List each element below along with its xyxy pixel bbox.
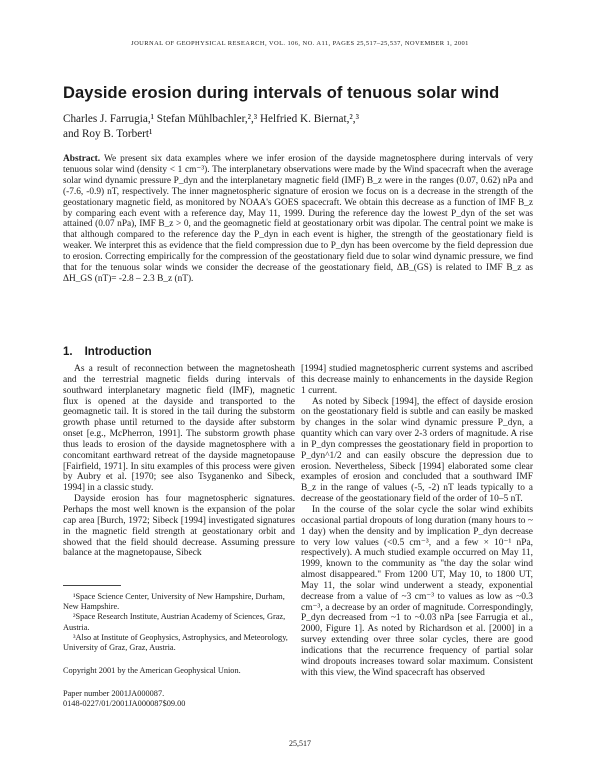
abstract-text: We present six data examples where we infer erosion of the dayside magnetosphere during intervals of very tenuous solar wind (density < 1 cm⁻³). The interplanetary observations were made by the Wind spacecraft when the average solar wind dynamic pressure P_dyn and the interplanetary magnetic field (IMF) B_z were in the ranges (0.07, 0.62) nPa and (-7.6, -0.9) nT, respectively. The inner magnetospheric signature of erosion we focus on is a decrease in the strength of the geostationary magnetic field, as monitored by NOAA's GOES spacecraft. We obtain this decrease as a function of IMF B_z by comparing each event with a reference day, May 11, 1999. During the reference day the lowest P_dyn of the set was attained (0.07 nPa), IMF B_z > 0, and the geomagnetic field at geostationary orbit was dipolar. The central point we make is that although compared to the reference day the P_dyn in each event is higher, the strength of the geostationary field is weaker. We interpret this as evidence that the field compression due to P_dyn has been overcome by the field depression due to erosion. Correcting empirically for the compression of the geostationary field due to solar wind dynamic pressure, we find that for the tenuous solar winds we consider the decrease of the geostationary field, ΔB_(GS) is related to IMF B_z as ΔH_GS (nT)= -2.8 – 2.3 B_z (nT). xyxy=(63,154,534,284)
left-column xyxy=(63,364,295,559)
section-number: 1. xyxy=(63,346,73,358)
abstract xyxy=(63,154,533,285)
footnote: ²Space Research Institute, Austrian Academy of Sciences, Graz, Austria. xyxy=(63,612,286,632)
footnote: ¹Space Science Center, University of New Hampshire, Durham, New Hampshire. xyxy=(63,592,285,612)
section-heading xyxy=(63,346,152,358)
copyright-notice: Copyright 2001 by the American Geophysical Union. xyxy=(63,666,241,675)
right-column xyxy=(301,364,533,678)
paper-number-line: Paper number 2001JA000087. xyxy=(63,689,165,698)
abstract-label: Abstract. xyxy=(63,154,101,164)
paper-number xyxy=(63,689,295,709)
issn-line: 0148-0227/01/2001JA000087$09.00 xyxy=(63,699,186,709)
paragraph: As a result of reconnection between the magnetosheath and the terrestrial magnetic fields during intervals of southward interplanetary magnetic field (IMF), magnetic flux is opened at the dayside and transported to the geomagnetic tail. It is stored in the tail during the substorm growth phase until returned to the dayside after substorm onset [e.g., McPherron, 1991]. The substorm growth phase thus leads to erosion of the dayside magnetosphere with a concomitant earthward retreat of the dayside magnetopause [Fairfield, 1971]. In situ examples of this process were given by Aubry et al. [1970; see also Tsyganenko and Sibeck, 1994] in a classic study. xyxy=(63,364,295,494)
author-line-2: and Roy B. Torbert¹ xyxy=(63,127,153,140)
journal-header: JOURNAL OF GEOPHYSICAL RESEARCH, VOL. 106, NO. A11, PAGES 25,517–25,537, NOVEMBER 1, 2001 xyxy=(131,40,469,47)
paper-title: Dayside erosion during intervals of tenuous solar wind xyxy=(63,84,500,102)
paragraph: In the course of the solar cycle the solar wind exhibits occasional partial dropouts of long duration (many hours to ~ 1 day) when the density and by implication P_dyn decrease to very low values (<0.5 cm⁻³, and a few × 10⁻¹ nPa, respectively). A much studied example occurred on May 11, 1999, known to the community as "the day the solar wind almost disappeared." From 1200 UT, May 10, to 1800 UT, May 11, the solar wind underwent a steady, exponential decrease from a value of ~3 cm⁻³ to values as low as ~0.3 cm⁻³, a decrease by an order of magnitude. Correspondingly, P_dyn decreased from ~1 to ~0.03 nPa [see Farrugia et al., 2000, Figure 1]. As noted by Richardson et al. [2000] in a survey extending over three solar cycles, there are good indications that the recurrence frequency of partial solar wind dropouts increases toward solar maximum. Consistent with this view, the Wind spacecraft has observed xyxy=(301,504,533,678)
paragraph: Dayside erosion has four magnetospheric signatures. Perhaps the most well known is the expansion of the polar cap area [Burch, 1972; Sibeck [1994] investigated signatures in the magnetic field strength at geostationary orbit and showed that the field should decrease. Assuming pressure balance at the magnetopause, Sibeck xyxy=(63,494,295,559)
page-number: 25,517 xyxy=(289,739,311,748)
footnote-divider xyxy=(63,585,121,586)
paragraph: As noted by Sibeck [1994], the effect of dayside erosion on the geostationary field is subtle and can easily be masked by changes in the solar wind dynamic pressure P_dyn, a quantity which can vary over 2-3 orders of magnitude. A rise in P_dyn compresses the geostationary field in proportion to P_dyn^1/2 and can easily obscure the depression due to erosion. Nevertheless, Sibeck [1994] elaborated some clear examples of erosion and concluded that a southward IMF B_z in the range of values (-5, -2) nT leads typically to a decrease of the geostationary field of the order of 10–5 nT. xyxy=(301,396,533,505)
footnotes xyxy=(63,592,295,653)
section-title: Introduction xyxy=(84,346,152,358)
author-list xyxy=(63,112,533,141)
footnote: ³Also at Institute of Geophysics, Astrophysics, and Meteorology, University of Graz, Graz, Austria. xyxy=(63,632,288,653)
paragraph: [1994] studied magnetospheric current systems and ascribed this decrease mainly to enhancements in the dayside Region 1 current. xyxy=(301,364,533,396)
author-line-1: Charles J. Farrugia,¹ Stefan Mühlbachler,²,³ Helfried K. Biernat,²,³ xyxy=(63,113,359,125)
